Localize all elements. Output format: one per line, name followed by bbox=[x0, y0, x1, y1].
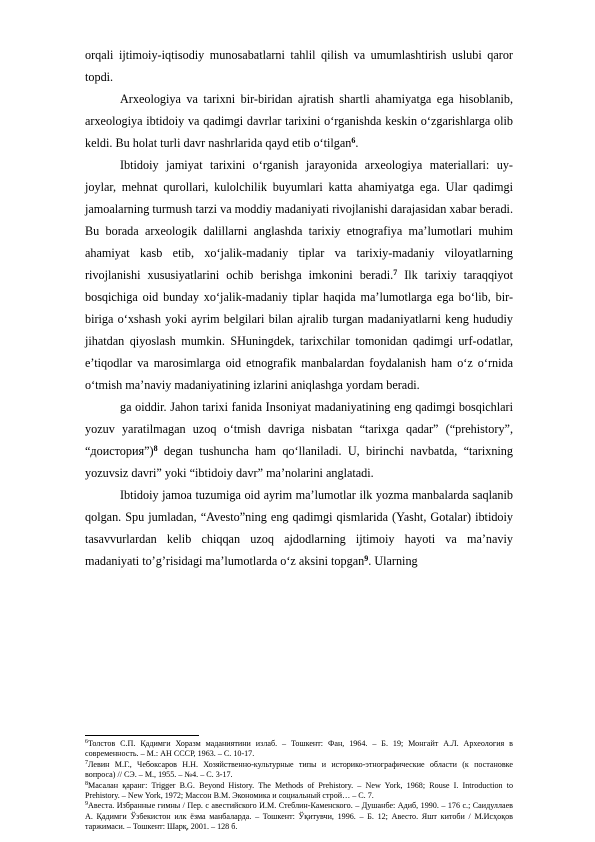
footnotes bbox=[85, 739, 513, 833]
paragraph-text: Arxeologiya va tarixni bir-biridan ajratish shartli ahamiyatga ega hisoblanib, arxeologiya ibtidoiy va qadimgi davrlar tarixini o‘rganishda keskin o‘zgarishlarga olib keldi. Bu holat turli davr nashrlarida qayd etib o‘tilgan bbox=[85, 92, 513, 150]
footnote-8 bbox=[85, 781, 513, 802]
paragraph-text: ga oiddir. Jahon tarixi fanida Insoniyat madaniyatining eng qadimgi bosqichlari yozuv yaratilmagan uzoq o‘tmish davriga nisbatan “tarixga qadar” (“prehistory”, “доистория”) bbox=[85, 400, 513, 458]
footnote-text: Левин М.Г., Чебоксаров Н.Н. Хозяйственно-культурные типы и историко-этнографические области (к постановке вопроса) // СЭ. – М., 1955. – №4. – С. 3-17. bbox=[85, 759, 513, 780]
footnote-ref-7[interactable]: 7 bbox=[393, 268, 398, 277]
footnote-text: Толстов С.П. Қадимги Хоразм маданиятини излаб. – Тошкент: Фан, 1964. – Б. 19; Монгайт А.Л. Археология в современность. – М.: АН СССР, 1963. – С. 10-17. bbox=[85, 739, 513, 759]
footnote-number: 7 bbox=[85, 759, 88, 766]
footnote-text: Масалан қаранг: Trigger B.G. Beyond History. The Methods of Prehistory. – New York, 1968; Rouse I. Introduction to Prehistory. – New York, 1972; Массон В.М. Экономика и социальный строй… – С. 7. bbox=[85, 780, 513, 801]
paragraph-4 bbox=[85, 396, 513, 484]
footnote-ref-6[interactable]: 6 bbox=[351, 136, 356, 145]
paragraph-text-tail: Ilk tarixiy taraqqiyot bosqichiga oid bunday xo‘jalik-madaniy tiplar haqida ma’lumotlarga ega bo‘lib, bir-biriga o‘xshash yoki ayrim belgilari bilan ajralib turgan madaniyatlarni keng hududiy jihatdan qiyoslash mumkin. SHuningdek, tarixchilar tomonidan qadimgi urf-odatlar, e’tiqodlar va marosimlarga oid etnografik manbalardan foydalanish ham o‘z o‘rnida o‘tmish ma’naviy madaniyatining izlarini aniqlashga yordam beradi. bbox=[85, 268, 513, 392]
footnote-ref-8[interactable]: 8 bbox=[153, 444, 158, 453]
footnote-9 bbox=[85, 801, 513, 832]
footnote-number: 9 bbox=[85, 801, 88, 808]
paragraph-text-tail: degan tushuncha ham qo‘llaniladi. U, birinchi navbatda, “tarixning yozuvsiz davri” yoki “ibtidoiy davr” ma’nolarini anglatadi. bbox=[85, 444, 513, 480]
paragraph-5 bbox=[85, 484, 513, 572]
paragraph-2 bbox=[85, 88, 513, 154]
paragraph-1 bbox=[85, 44, 513, 88]
footnote-ref-9[interactable]: 9 bbox=[364, 554, 369, 563]
document-body bbox=[85, 44, 513, 572]
paragraph-text: Ibtidoiy jamiyat tarixini o‘rganish jarayonida arxeologiya materiallari: uy-joylar, mehnat qurollari, kulolchilik buyumlari katta ahamiyatga ega. Ular qadimgi jamoalarning turmush tarzi va moddiy madaniyati rivojlanishi darajasidan xabar beradi. Bu borada arxeologik dalillarni anglashda tarixiy etnografiya ma’lumotlari muhim ahamiyat kasb etib, xo‘jalik-madaniy tiplar va tarixiy-madaniy viloyatlarning rivojlanishi xususiyatlarini ochib berishga imkonini beradi. bbox=[85, 158, 513, 282]
footnote-number: 8 bbox=[85, 780, 88, 787]
footnote-6 bbox=[85, 739, 513, 760]
footnote-7 bbox=[85, 760, 513, 781]
footnote-separator bbox=[85, 735, 199, 736]
paragraph-3 bbox=[85, 154, 513, 396]
paragraph-text: orqali ijtimoiy-iqtisodiy munosabatlarni tahlil qilish va umumlashtirish uslubi qaror topdi. bbox=[85, 48, 513, 84]
paragraph-text: Ibtidoiy jamoa tuzumiga oid ayrim ma’lumotlar ilk yozma manbalarda saqlanib qolgan. Spu jumladan, “Avesto”ning eng qadimgi qismlarida (Yasht, Gotalar) ibtidoiy tasavvurlardan kelib chiqqan uzoq ajdodlarning ijtimoiy hayoti va ma’naviy madaniyati to’g’risidagi ma’lumotlarda o‘z aksini topgan bbox=[85, 488, 513, 568]
footnote-number: 6 bbox=[85, 739, 88, 745]
paragraph-text-tail: . bbox=[355, 136, 359, 150]
footnote-text: Авеста. Избранные гимны / Пер. с авестийского И.М. Стеблин-Каменского. – Душанбе: Адиб, 1990. – 176 с.; Саидуллаев А. Қадимги Ўзбекистон илк ёзма манбаларда. – Тошкент: Ўқитувчи, 1996. – Б. 12; Авесто. Яшт китоби / М.Исҳоқов таржимаси. – Тошкент: Шарқ, 2001. – 128 б. bbox=[85, 801, 513, 832]
paragraph-text-tail: . Ularning bbox=[368, 554, 418, 568]
